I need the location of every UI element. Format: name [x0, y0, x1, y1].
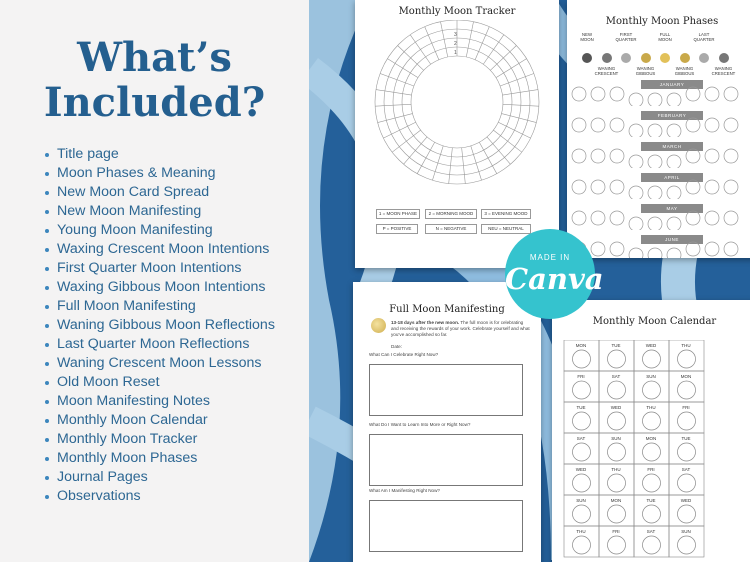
- day-circle: [667, 93, 681, 106]
- manifest-answer-box: [369, 434, 523, 486]
- heading-line-2: Included?: [43, 79, 266, 126]
- phase-label: WANING GIBBOUS: [635, 66, 656, 76]
- tracker-spoke: [398, 46, 424, 71]
- tracker-legend-item: P = POSITIVE: [376, 224, 418, 234]
- day-circle: [724, 118, 738, 132]
- phase-label: WANING CRESCENT: [711, 66, 736, 76]
- calendar-moon-circle: [608, 505, 626, 523]
- tracker-spoke: [432, 146, 443, 180]
- calendar-day-label: THU: [681, 343, 691, 348]
- manifest-question: What Do I Want to Learn Into More or Right Now?: [369, 422, 471, 427]
- manifest-intro-text: The full moon is for celebrating and receiving the rewards of your work. Celebrate yourself and what you’ve accomplished so far.: [391, 320, 530, 337]
- month-circles: [567, 84, 750, 106]
- list-item: First Quarter Moon Intentions: [44, 259, 306, 278]
- calendar-moon-circle: [608, 474, 626, 492]
- tracker-legend-item: N = NEGATIVE: [425, 224, 477, 234]
- tracker-legend-item: 3 = EVENING MOOD: [481, 209, 531, 219]
- calendar-moon-circle: [573, 505, 591, 523]
- calendar-day-label: MON: [645, 436, 657, 441]
- calendar-moon-circle: [678, 412, 696, 430]
- badge-canva-text: Canva: [505, 262, 604, 296]
- calendar-moon-circle: [643, 350, 661, 368]
- calendar-day-label: THU: [611, 467, 621, 472]
- manifest-title: Full Moon Manifesting: [389, 304, 505, 315]
- list-item: Young Moon Manifesting: [44, 221, 306, 240]
- calendar-day-label: TUE: [646, 498, 656, 503]
- list-item: Full Moon Manifesting: [44, 297, 306, 316]
- calendar-day-label: WED: [610, 405, 622, 410]
- tracker-spoke: [378, 114, 413, 123]
- calendar-moon-circle: [643, 381, 661, 399]
- phases-title: Monthly Moon Phases: [605, 16, 719, 27]
- day-circle: [667, 186, 681, 199]
- tracker-ring: [411, 56, 503, 148]
- calendar-moon-circle: [643, 536, 661, 554]
- phase-label: FIRST QUARTER: [615, 32, 637, 42]
- calendar-day-label: TUE: [681, 436, 691, 441]
- day-circle: [629, 248, 643, 258]
- calendar-moon-circle: [573, 536, 591, 554]
- made-in-canva-badge: [505, 229, 604, 319]
- list-item: Title page: [44, 145, 306, 164]
- calendar-moon-circle: [678, 536, 696, 554]
- list-item: Moon Manifesting Notes: [44, 392, 306, 411]
- tracker-spoke: [383, 122, 415, 138]
- tracker-legend-item: 1 = MOON PHASE: [376, 209, 420, 219]
- manifest-question: What Can I Celebrate Right Now?: [369, 352, 439, 357]
- month-circles: [567, 146, 750, 168]
- day-circle: [667, 155, 681, 168]
- calendar-moon-circle: [608, 536, 626, 554]
- day-circle: [686, 87, 700, 101]
- day-circle: [724, 242, 738, 256]
- calendar-sheet: [552, 300, 750, 562]
- moon-phase-icon: [699, 53, 709, 63]
- month-circles: [567, 208, 750, 230]
- badge-small-text: MADE IN: [529, 253, 571, 262]
- list-item: Waxing Gibbous Moon Intentions: [44, 278, 306, 297]
- calendar-day-label: FRI: [682, 405, 690, 410]
- calendar-moon-circle: [678, 350, 696, 368]
- calendar-moon-circle: [608, 443, 626, 461]
- manifest-date-label: Date:: [391, 344, 402, 349]
- day-circle: [705, 118, 719, 132]
- calendar-moon-circle: [643, 412, 661, 430]
- day-circle: [686, 118, 700, 132]
- calendar-day-label: SAT: [646, 529, 656, 534]
- phase-label: LAST QUARTER: [693, 32, 715, 42]
- tracker-spoke: [502, 114, 537, 123]
- month-label: MARCH: [641, 142, 703, 151]
- calendar-moon-circle: [678, 443, 696, 461]
- day-circle: [667, 124, 681, 137]
- left-panel: [0, 0, 309, 562]
- manifest-answer-box: [369, 364, 523, 416]
- calendar-day-label: FRI: [612, 529, 620, 534]
- manifest-intro-bold: 13-18 days after the new moon.: [391, 320, 460, 325]
- calendar-moon-circle: [608, 412, 626, 430]
- day-circle: [610, 180, 624, 194]
- tracker-spoke: [417, 142, 434, 173]
- calendar-day-label: FRI: [577, 374, 585, 379]
- moon-phase-icon: [680, 53, 690, 63]
- phases-sheet: [567, 0, 750, 258]
- list-item: Waning Gibbous Moon Reflections: [44, 316, 306, 335]
- list-item: Waning Crescent Moon Lessons: [44, 354, 306, 373]
- calendar-day-label: WED: [575, 467, 587, 472]
- day-circle: [572, 87, 586, 101]
- list-item: Journal Pages: [44, 468, 306, 487]
- day-circle: [705, 180, 719, 194]
- calendar-moon-circle: [573, 412, 591, 430]
- calendar-moon-circle: [573, 381, 591, 399]
- calendar-moon-circle: [608, 381, 626, 399]
- day-circle: [686, 180, 700, 194]
- month-label: FEBRUARY: [641, 111, 703, 120]
- calendar-day-label: SUN: [681, 529, 691, 534]
- tracker-ring: [393, 38, 521, 166]
- calendar-day-label: SAT: [681, 467, 691, 472]
- calendar-day-label: SAT: [576, 436, 586, 441]
- manifest-intro: [391, 320, 531, 338]
- day-circle: [648, 248, 662, 258]
- day-circle: [667, 248, 681, 258]
- calendar-day-label: THU: [646, 405, 656, 410]
- tracker-spoke: [490, 46, 516, 71]
- day-circle: [648, 155, 662, 168]
- day-circle: [648, 217, 662, 230]
- moon-phase-icon: [719, 53, 729, 63]
- calendar-day-label: MON: [575, 343, 587, 348]
- moon-phase-icon: [641, 53, 651, 63]
- day-circle: [572, 180, 586, 194]
- phase-label: FULL MOON: [658, 32, 672, 42]
- day-circle: [591, 87, 605, 101]
- list-item: Waxing Crescent Moon Intentions: [44, 240, 306, 259]
- calendar-moon-circle: [573, 474, 591, 492]
- day-circle: [610, 211, 624, 225]
- heading-line-1: What’s: [77, 34, 232, 81]
- calendar-day-label: FRI: [647, 467, 655, 472]
- calendar-moon-circle: [678, 505, 696, 523]
- phase-label: NEW MOON: [580, 32, 594, 42]
- calendar-day-label: WED: [680, 498, 692, 503]
- tracker-legend-item: 2 = MORNING MOOD: [425, 209, 477, 219]
- day-circle: [724, 87, 738, 101]
- tracker-ring-label: 1: [454, 50, 457, 56]
- list-item: Monthly Moon Calendar: [44, 411, 306, 430]
- moon-phase-icon: [602, 53, 612, 63]
- day-circle: [705, 211, 719, 225]
- calendar-moon-circle: [643, 474, 661, 492]
- tracker-spoke: [466, 22, 473, 57]
- list-item: Old Moon Reset: [44, 373, 306, 392]
- day-circle: [610, 87, 624, 101]
- calendar-day-label: MON: [680, 374, 692, 379]
- day-circle: [629, 186, 643, 199]
- tracker-legend-item: NEU = NEUTRAL: [481, 224, 531, 234]
- calendar-day-label: SUN: [576, 498, 586, 503]
- list-item: Moon Phases & Meaning: [44, 164, 306, 183]
- phase-label: WANING GIBBOUS: [674, 66, 695, 76]
- day-circle: [629, 93, 643, 106]
- calendar-day-label: MON: [610, 498, 622, 503]
- tracker-spoke: [479, 142, 496, 173]
- tracker-ring-label: 2: [454, 41, 457, 47]
- manifest-answer-box: [369, 500, 523, 552]
- tracker-ring: [402, 47, 512, 157]
- day-circle: [705, 149, 719, 163]
- day-circle: [724, 211, 738, 225]
- list-item: Monthly Moon Phases: [44, 449, 306, 468]
- calendar-day-label: THU: [576, 529, 586, 534]
- tracker-title: Monthly Moon Tracker: [398, 6, 516, 17]
- calendar-moon-circle: [643, 443, 661, 461]
- list-item: Observations: [44, 487, 306, 506]
- month-label: APRIL: [641, 173, 703, 182]
- calendar-day-label: TUE: [576, 405, 586, 410]
- full-moon-icon: [371, 318, 386, 333]
- moon-phase-icon: [582, 53, 592, 63]
- day-circle: [572, 149, 586, 163]
- tracker-wheel: [355, 20, 559, 200]
- included-list: [44, 145, 306, 506]
- tracker-spoke: [498, 122, 530, 138]
- day-circle: [686, 242, 700, 256]
- calendar-day-label: SUN: [611, 436, 621, 441]
- calendar-moon-circle: [573, 443, 591, 461]
- manifest-question: What Am I Manifesting Right Now?: [369, 488, 440, 493]
- day-circle: [572, 118, 586, 132]
- calendar-moon-circle: [608, 350, 626, 368]
- list-item: New Moon Card Spread: [44, 183, 306, 202]
- day-circle: [629, 124, 643, 137]
- month-label: JANUARY: [641, 80, 703, 89]
- day-circle: [591, 180, 605, 194]
- day-circle: [648, 186, 662, 199]
- day-circle: [686, 149, 700, 163]
- day-circle: [610, 242, 624, 256]
- month-label: JUNE: [641, 235, 703, 244]
- list-item: Last Quarter Moon Reflections: [44, 335, 306, 354]
- day-circle: [629, 217, 643, 230]
- tracker-spoke: [440, 22, 447, 57]
- list-item: New Moon Manifesting: [44, 202, 306, 221]
- day-circle: [591, 118, 605, 132]
- day-circle: [724, 180, 738, 194]
- calendar-day-label: SAT: [611, 374, 621, 379]
- tracker-sheet: [355, 0, 559, 268]
- day-circle: [591, 211, 605, 225]
- calendar-moon-circle: [573, 350, 591, 368]
- phase-label: WANING CRESCENT: [594, 66, 619, 76]
- day-circle: [629, 155, 643, 168]
- day-circle: [705, 87, 719, 101]
- moon-phase-icon: [660, 53, 670, 63]
- day-circle: [667, 217, 681, 230]
- month-circles: [567, 177, 750, 199]
- calendar-moon-circle: [643, 505, 661, 523]
- calendar-moon-circle: [678, 474, 696, 492]
- day-circle: [610, 149, 624, 163]
- month-label: MAY: [641, 204, 703, 213]
- day-circle: [610, 118, 624, 132]
- manifest-sheet: [353, 282, 541, 562]
- calendar-moon-circle: [678, 381, 696, 399]
- moon-phase-icon: [621, 53, 631, 63]
- day-circle: [686, 211, 700, 225]
- day-circle: [648, 93, 662, 106]
- calendar-title: Monthly Moon Calendar: [592, 316, 717, 327]
- calendar-day-label: TUE: [611, 343, 621, 348]
- month-circles: [567, 115, 750, 137]
- day-circle: [572, 211, 586, 225]
- tracker-spoke: [471, 146, 482, 180]
- day-circle: [591, 149, 605, 163]
- calendar-day-label: SUN: [646, 374, 656, 379]
- day-circle: [705, 242, 719, 256]
- tracker-ring-label: 3: [454, 32, 457, 38]
- day-circle: [724, 149, 738, 163]
- day-circle: [648, 124, 662, 137]
- calendar-day-label: WED: [645, 343, 657, 348]
- list-item: Monthly Moon Tracker: [44, 430, 306, 449]
